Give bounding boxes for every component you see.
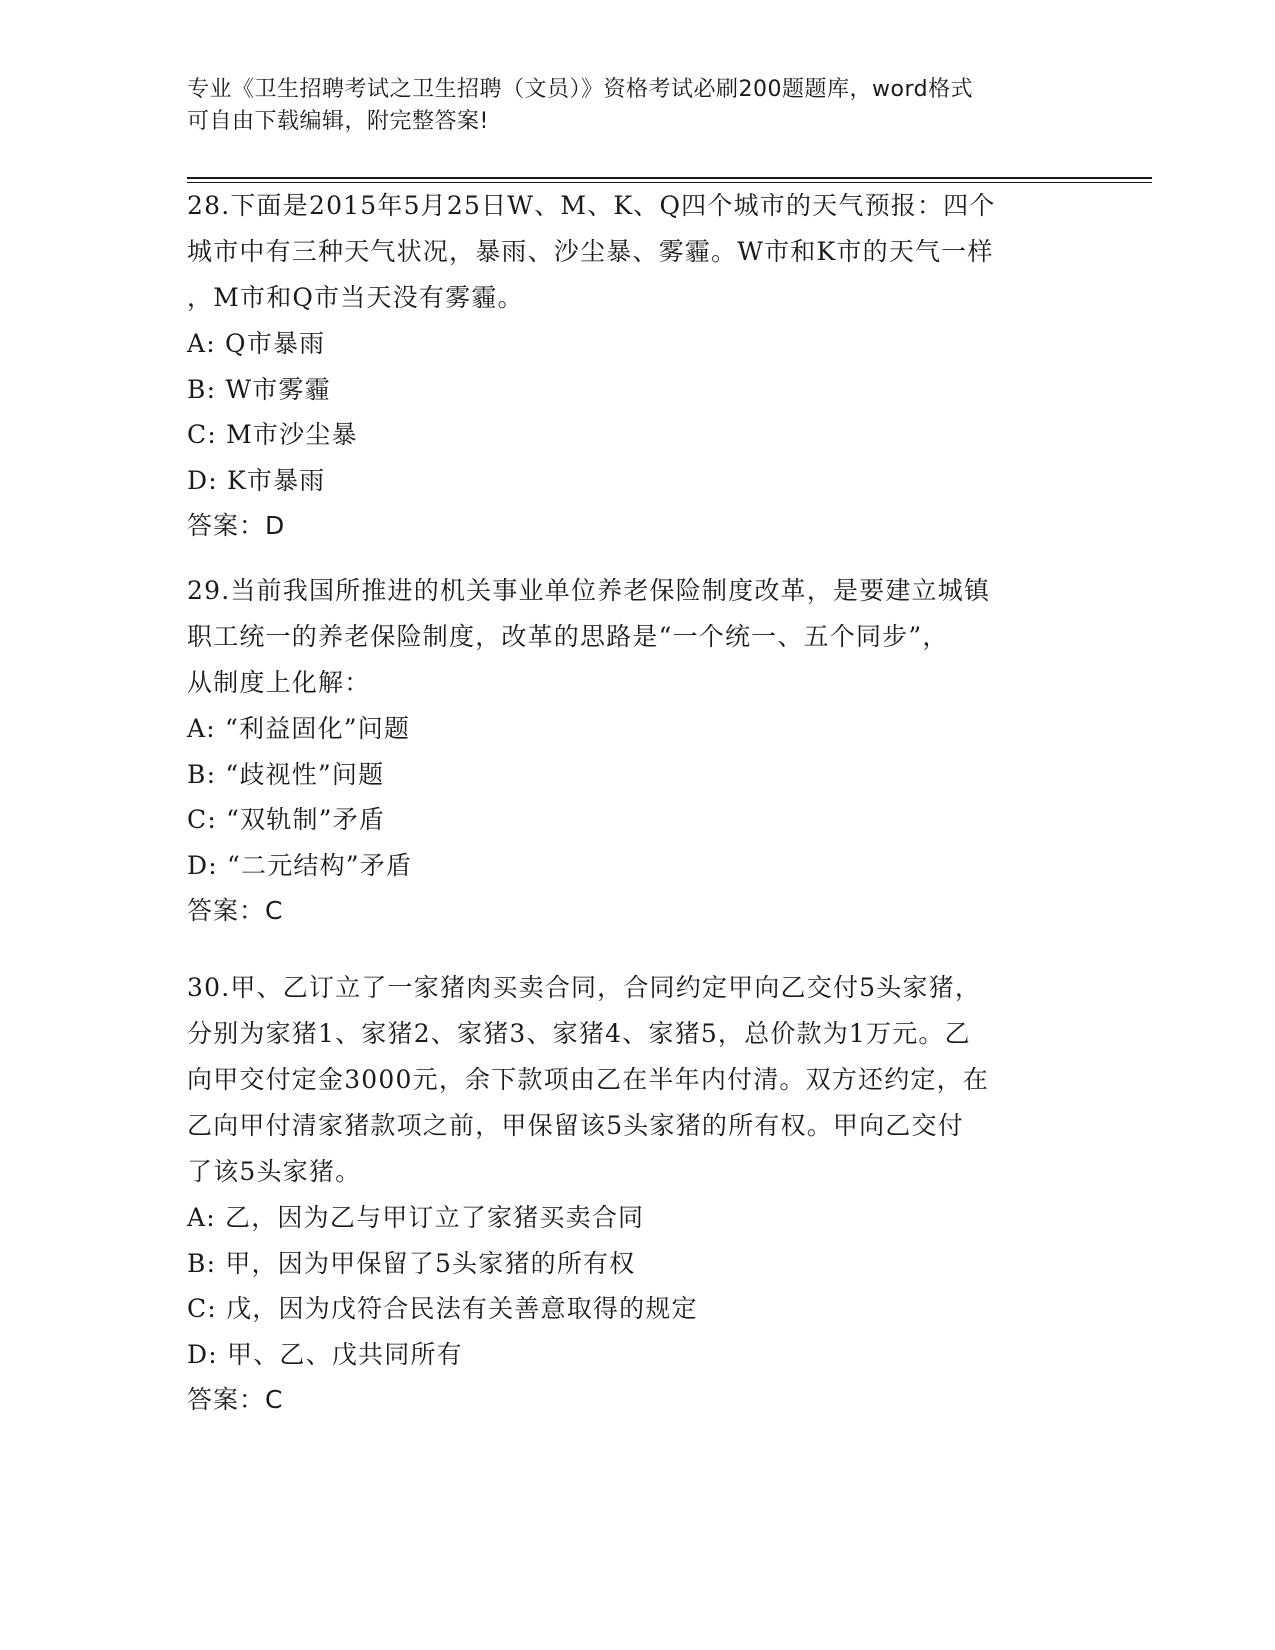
header-line-1: 专业《卫生招聘考试之卫生招聘（文员）》资格考试必刷200题题库，word格式 <box>187 77 974 102</box>
option-a: A: Q市暴雨 <box>187 329 326 358</box>
document-header <box>187 74 1087 138</box>
question-29 <box>187 568 1087 934</box>
option-c: C: M市沙尘暴 <box>187 420 358 449</box>
question-stem-line: 分别为家猪1、家猪2、家猪3、家猪4、家猪5，总价款为1万元。乙 <box>187 1019 971 1048</box>
question-stem-line: 30.甲、乙订立了一家猪肉买卖合同，合同约定甲向乙交付5头家猪， <box>187 973 982 1002</box>
option-b: B: 甲，因为甲保留了5头家猪的所有权 <box>187 1248 636 1278</box>
question-stem-line: ，M市和Q市当天没有雾霾。 <box>187 283 524 312</box>
question-stem-line: 向甲交付定金3000元，余下款项由乙在半年内付清。双方还约定，在 <box>187 1065 990 1094</box>
option-c: C: 戊，因为戊符合民法有关善意取得的规定 <box>187 1294 698 1323</box>
question-stem-line: 职工统一的养老保险制度，改革的思路是“一个统一、五个同步”， <box>187 622 949 651</box>
question-stem-line: 29.当前我国所推进的机关事业单位养老保险制度改革，是要建立城镇 <box>187 576 991 605</box>
answer: 答案：D <box>187 511 286 540</box>
option-a: A: “利益固化”问题 <box>187 714 411 743</box>
option-c: C: “双轨制”矛盾 <box>187 805 386 834</box>
question-stem-line: 28.下面是2015年5月25日W、M、K、Q四个城市的天气预报：四个 <box>187 191 996 220</box>
question-stem-line: 从制度上化解： <box>187 668 371 697</box>
option-b: B: W市雾霾 <box>187 374 331 404</box>
option-a: A: 乙，因为乙与甲订立了家猪买卖合同 <box>187 1203 645 1232</box>
option-d: D: “二元结构”矛盾 <box>187 850 413 880</box>
question-stem-line: 城市中有三种天气状况，暴雨、沙尘暴、雾霾。W市和K市的天气一样 <box>187 237 994 266</box>
question-30 <box>187 965 1087 1423</box>
question-stem-line: 了该5头家猪。 <box>187 1157 362 1186</box>
option-b: B: “歧视性”问题 <box>187 759 385 789</box>
answer: 答案：C <box>187 896 284 925</box>
option-d: D: 甲、乙、戊共同所有 <box>187 1339 463 1369</box>
option-d: D: K市暴雨 <box>187 465 326 495</box>
header-line-2: 可自由下载编辑，附完整答案! <box>187 109 489 134</box>
question-stem-line: 乙向甲付清家猪款项之前，甲保留该5头家猪的所有权。甲向乙交付 <box>187 1111 964 1140</box>
answer: 答案：C <box>187 1385 284 1414</box>
header-divider-thick <box>187 177 1152 179</box>
question-28 <box>187 183 1087 549</box>
